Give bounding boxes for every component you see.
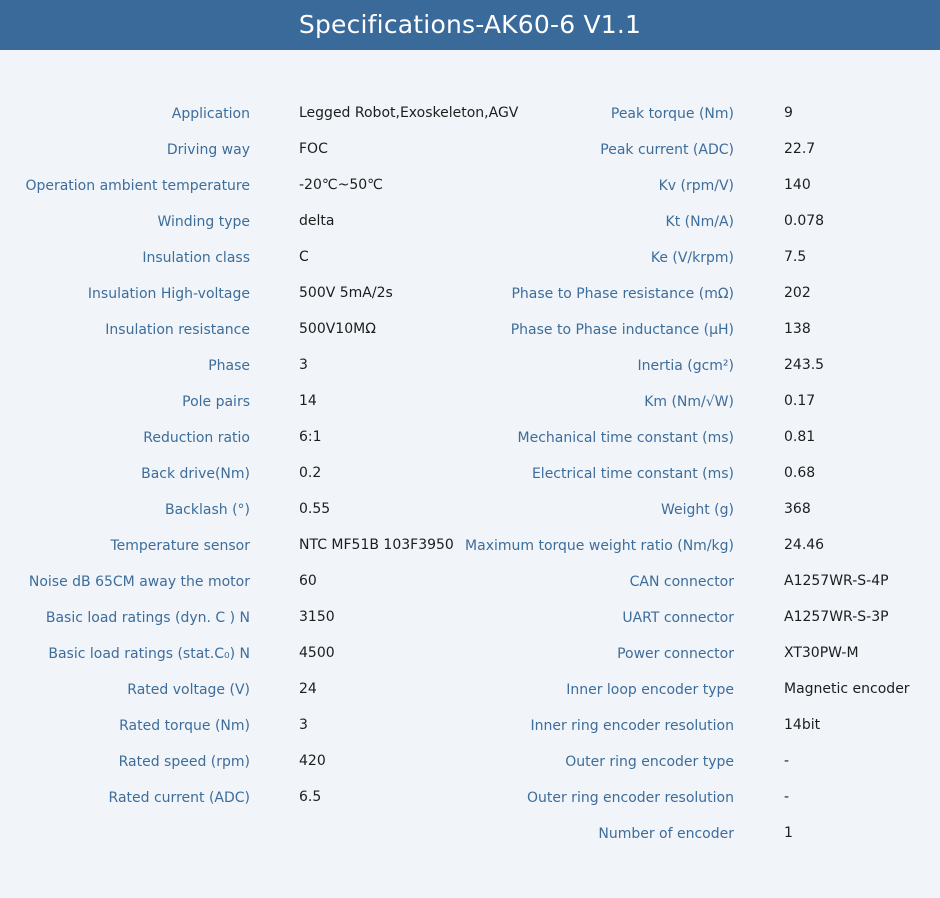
- spec-value: delta: [299, 213, 335, 229]
- spec-label: Reduction ratio: [143, 430, 250, 446]
- spec-row: [0, 566, 520, 602]
- spec-label: Inertia (gcm²): [637, 358, 734, 374]
- spec-value: A1257WR-S-4P: [784, 573, 889, 589]
- spec-row: [0, 242, 520, 278]
- spec-row: [0, 422, 520, 458]
- spec-value: 6:1: [299, 429, 322, 445]
- spec-row: [460, 98, 940, 134]
- spec-label: Phase: [208, 358, 250, 374]
- spec-row: [0, 134, 520, 170]
- spec-value: 368: [784, 501, 811, 517]
- spec-value: 500V 5mA/2s: [299, 285, 393, 301]
- spec-label: Insulation resistance: [105, 322, 250, 338]
- spec-value: 9: [784, 105, 793, 121]
- spec-row: [460, 458, 940, 494]
- spec-row: [0, 98, 520, 134]
- spec-value: 0.68: [784, 465, 816, 481]
- spec-row: [460, 350, 940, 386]
- spec-row: [460, 422, 940, 458]
- spec-value: 500V10MΩ: [299, 321, 376, 337]
- spec-label: Inner loop encoder type: [566, 682, 734, 698]
- spec-label: Number of encoder: [598, 826, 734, 842]
- spec-label: Temperature sensor: [110, 538, 250, 554]
- spec-row: [460, 638, 940, 674]
- spec-row: [0, 458, 520, 494]
- spec-value: -20℃~50℃: [299, 177, 383, 193]
- spec-value: 4500: [299, 645, 335, 661]
- spec-row: [0, 746, 520, 782]
- spec-value: 3: [299, 357, 308, 373]
- spec-label: Backlash (°): [165, 502, 250, 518]
- spec-label: Operation ambient temperature: [25, 178, 250, 194]
- spec-label: Basic load ratings (stat.C₀) N: [48, 646, 250, 662]
- spec-value: 140: [784, 177, 811, 193]
- spec-label: Power connector: [617, 646, 734, 662]
- spec-row: [0, 530, 520, 566]
- spec-row: [0, 674, 520, 710]
- page-title: Specifications-AK60-6 V1.1: [298, 10, 642, 39]
- spec-value: 0.2: [299, 465, 322, 481]
- spec-label: Inner ring encoder resolution: [530, 718, 734, 734]
- spec-label: Basic load ratings (dyn. C ) N: [45, 610, 250, 626]
- spec-row: [0, 386, 520, 422]
- spec-value: C: [299, 249, 309, 265]
- spec-label: Rated current (ADC): [108, 790, 250, 806]
- spec-row: [460, 746, 940, 782]
- spec-value: Magnetic encoder: [784, 681, 910, 697]
- spec-row: [460, 242, 940, 278]
- spec-row: [460, 674, 940, 710]
- spec-row: [0, 602, 520, 638]
- spec-value: 14: [299, 393, 317, 409]
- spec-label: Peak torque (Nm): [610, 106, 734, 122]
- spec-label: Application: [171, 106, 250, 122]
- spec-row: [460, 710, 940, 746]
- spec-value: 202: [784, 285, 811, 301]
- spec-value: 24.46: [784, 537, 825, 553]
- spec-value: 60: [299, 573, 317, 589]
- spec-value: 0.078: [784, 213, 825, 229]
- spec-value: Legged Robot,Exoskeleton,AGV: [299, 105, 519, 121]
- spec-row: [0, 710, 520, 746]
- spec-label: Kv (rpm/V): [658, 178, 734, 194]
- spec-value: 3: [299, 717, 308, 733]
- spec-label: Weight (g): [660, 502, 734, 518]
- spec-value: NTC MF51B 103F3950: [299, 537, 454, 553]
- spec-value: 7.5: [784, 249, 807, 265]
- spec-value: 0.55: [299, 501, 331, 517]
- spec-value: XT30PW-M: [784, 645, 859, 661]
- spec-value: 138: [784, 321, 811, 337]
- spec-row: [460, 530, 940, 566]
- spec-label: CAN connector: [629, 574, 734, 590]
- spec-value: -: [784, 789, 790, 805]
- spec-row: [460, 170, 940, 206]
- spec-row: [460, 818, 940, 854]
- spec-row: [460, 566, 940, 602]
- right-spec-column: [460, 98, 940, 854]
- spec-row: [0, 314, 520, 350]
- header-bar: [0, 0, 940, 50]
- spec-row: [460, 602, 940, 638]
- spec-label: Phase to Phase inductance (μH): [510, 322, 734, 338]
- spec-label: Rated speed (rpm): [118, 754, 250, 770]
- spec-row: [460, 386, 940, 422]
- spec-label: Outer ring encoder resolution: [526, 790, 734, 806]
- spec-row: [0, 278, 520, 314]
- spec-row: [0, 170, 520, 206]
- spec-label: Noise dB 65CM away the motor: [28, 574, 250, 590]
- spec-label: Driving way: [166, 142, 250, 158]
- spec-value: 243.5: [784, 357, 825, 373]
- spec-label: Pole pairs: [182, 394, 250, 410]
- spec-label: Rated torque (Nm): [119, 718, 250, 734]
- spec-label: Electrical time constant (ms): [531, 466, 734, 482]
- spec-value: 420: [299, 753, 326, 769]
- spec-label: Winding type: [157, 214, 250, 230]
- left-spec-column: [0, 98, 520, 818]
- spec-row: [0, 782, 520, 818]
- spec-label: Insulation High-voltage: [87, 286, 250, 302]
- spec-value: 24: [299, 681, 317, 697]
- spec-value: 0.17: [784, 393, 816, 409]
- spec-row: [460, 278, 940, 314]
- spec-row: [460, 782, 940, 818]
- spec-row: [0, 206, 520, 242]
- spec-label: Rated voltage (V): [127, 682, 250, 698]
- spec-label: Outer ring encoder type: [565, 754, 734, 770]
- spec-label: Insulation class: [142, 250, 250, 266]
- spec-row: [0, 494, 520, 530]
- spec-label: Km (Nm/√W): [644, 394, 734, 410]
- spec-value: 1: [784, 825, 793, 841]
- spec-label: Maximum torque weight ratio (Nm/kg): [465, 538, 734, 554]
- spec-label: Back drive(Nm): [141, 466, 250, 482]
- spec-row: [0, 638, 520, 674]
- spec-value: 22.7: [784, 141, 816, 157]
- spec-value: 0.81: [784, 429, 816, 445]
- spec-label: Peak current (ADC): [600, 142, 734, 158]
- spec-label: UART connector: [622, 610, 734, 626]
- spec-row: [460, 134, 940, 170]
- spec-value: FOC: [299, 141, 328, 157]
- spec-label: Kt (Nm/A): [665, 214, 734, 230]
- spec-label: Phase to Phase resistance (mΩ): [511, 286, 734, 302]
- spec-row: [460, 314, 940, 350]
- spec-value: 3150: [299, 609, 335, 625]
- spec-row: [460, 494, 940, 530]
- spec-row: [460, 206, 940, 242]
- spec-label: Mechanical time constant (ms): [517, 430, 734, 446]
- spec-value: A1257WR-S-3P: [784, 609, 889, 625]
- spec-label: Ke (V/krpm): [650, 250, 734, 266]
- spec-value: 14bit: [784, 717, 821, 733]
- spec-row: [0, 350, 520, 386]
- spec-value: -: [784, 753, 790, 769]
- spec-value: 6.5: [299, 789, 322, 805]
